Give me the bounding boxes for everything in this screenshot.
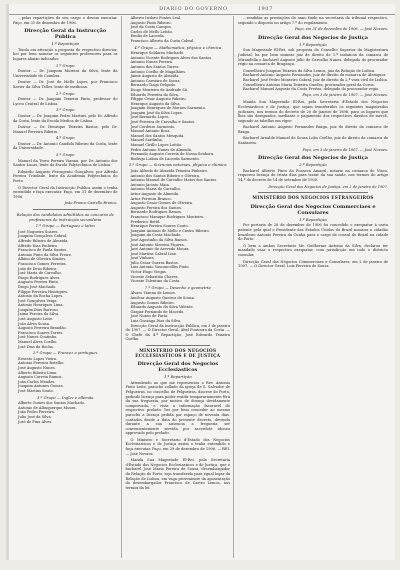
list-item: João Carlos Mendes. — [18, 379, 56, 384]
section-subheading: 2.ª Repartição — [299, 162, 327, 168]
list-item: Alfredo Ribeiro de Almeida. — [18, 238, 69, 243]
name-list — [126, 16, 231, 44]
section-subheading: 1.ª Repartição — [299, 41, 327, 47]
list-item: José Nunes Coutinho. — [18, 335, 58, 340]
list-item: José da Costa Campos. — [130, 25, 173, 30]
signature: Paço, em 3 de janeiro de 1907. — José Novaes. — [302, 147, 388, 152]
list-item: Antonio Henriques Lima. — [18, 303, 64, 308]
list-item: Filippe Cesar Augusto Ribeiro. — [130, 97, 187, 102]
list-item: Vicente Sebastião Chaves. — [130, 274, 179, 279]
column-1 — [13, 16, 122, 558]
list-item: Alberto Gomes dos Santos Machado. — [18, 401, 85, 406]
list-item: José Cordeiro Sarmento. — [130, 124, 176, 129]
list-item: José Gonçalves Veiga. — [18, 298, 58, 303]
list-item: Bacharel José Pedro Monteiro Cabral, juiz de direito da 2.ª vara civil de Lisboa. — [243, 77, 388, 82]
group-title: 5.º Grupo — [55, 152, 75, 158]
paragraph: …rendidas as prestações do anno findo na secretaria do tribunal respectivo, segundo o disposto no artigo 7.º do regulamento. — [238, 16, 388, 25]
name-list — [126, 291, 231, 323]
list-item: Henrique Augusto da Silva. — [130, 101, 181, 106]
list-item: João Alves Sousa. — [18, 321, 51, 326]
header-right: 1907 — [257, 6, 273, 12]
list-item: José Augusto Nunes. — [18, 366, 56, 370]
section-heading: Direcção Geral dos Negocios de Justiça — [258, 155, 368, 162]
section-subheading: 1.ª Repartição — [299, 216, 327, 222]
list-item: Artur Augusto de Almeida. — [130, 191, 180, 196]
list-item: Diogo Monteiro de Andrade Sá. — [130, 87, 189, 92]
list-subheading: 5.º Grupo — Sciencias naturaes, physica e chimica — [128, 162, 227, 168]
list-item: Antonio dos Santos Torres. — [130, 64, 180, 69]
list-item: Henrique Soldarea Machado. — [130, 51, 185, 56]
list-subheading: 7.º Grupo — Desenho e geometria — [144, 284, 211, 290]
list-heading: Relação dos candidatos admittidos ao concurso de professores de instrucção secundaria — [16, 212, 114, 222]
group-entry: Doutor — Dr. Henrique Teixeira Bastos, pelo Dr. Manuel Ferreira Ribeiro. — [13, 125, 118, 134]
list-item: Antonio da Rocha Lopes. — [18, 294, 64, 299]
header-center: DIARIO DO GOVERNO — [159, 6, 228, 12]
list-item: João Alfredo de Almeida Teixeira Pinheiro. — [130, 169, 208, 173]
list-item: Augusto Correia Ramos. — [18, 375, 63, 380]
paragraph: Manda Sua Magestade El-Rei, pela Secretaria d'Estado dos Negocios Ecclesiasticos e de Justiça, que sejam transferidos os seguintes magistrados judiciaes, nos termos do decreto de 20 de janeiro de 1898, para os logares que lhes são designados, mediante o pagamento dos respectivos direitos de mercê, segundo as tabellas em vigor: — [238, 100, 388, 123]
name-list — [13, 230, 118, 349]
list-item: Antonio Jacinto Maia. — [130, 182, 170, 187]
list-item: Bernardo Tiago Delgado. — [130, 83, 177, 88]
list-item: Pedro Antonio Nunes de Almeida. — [130, 147, 192, 152]
list-item: Antonio Maria de Carvalho. — [130, 187, 181, 192]
list-item: Diogo José Machado. — [18, 284, 57, 289]
column-2 — [126, 16, 235, 558]
list-item: Julio José da Silva. — [18, 414, 52, 419]
list-item: Vicente Tolentino da Costa. — [130, 279, 181, 284]
list-item: Antonio de Albuquerque Moura. — [18, 405, 77, 410]
paragraph: O Ministro e Secretario d'Estado dos Negocios Ecclesiasticos e de Justiça assim o tenha entendido e faça executar. Paço, em 29 de dezembro de 1906. — REI. — José Novaes. — [125, 437, 231, 456]
paragraph: Manda Sua Magestade El-Rei, pela Secretaria d'Estado dos Negocios Ecclesiasticos e de Justiça, que o bacharel José Maria Pereira de Sousa, desembargador da Relação do Porto, seja transferido para egual logar da Relação de Lisboa, em vaga proveniente da aposentação do desembargador Francisco de Castro Lemos, nos termos da lei. — [125, 458, 231, 490]
list-item: Luiz Antonio Vasconcellos Pinto. — [130, 265, 190, 270]
list-item: João de Deus Ribeiro. — [18, 266, 58, 271]
signature: Direcção Geral dos Negocios de Justiça, em 2 de janeiro de 1907. — [268, 184, 388, 189]
list-item: Artur Ferreira Branco. — [130, 196, 172, 201]
section-subheading: 1.ª Repartição — [163, 374, 192, 380]
list-item: Manuel Antonio Rosa. — [130, 129, 171, 134]
list-item: Antonio Vicente Rodrigues Alves dos Santos. — [130, 55, 213, 60]
section-heading: Direcção Geral da Instrucção Publica — [24, 28, 107, 41]
list-item: Conselheiro Joaquim Teixeira da Silva Lemos, juiz da Relação de Lisboa. — [243, 68, 376, 73]
list-subheading: 1.º Grupo — Portuguez e latim — [35, 223, 95, 229]
list-item: Antonio Manuel de Carvalho Matos dos Santos. — [130, 178, 218, 183]
list-item: Jaime Augusto de Almeida. — [130, 74, 180, 79]
list-item: Alberto Ribeiro Lima. — [18, 370, 58, 375]
signature: João Franco Castello Branco. — [64, 201, 118, 206]
list-item: Bacharel Antonio Augusto Fernandes, juiz de direito da comarca de Alemquer. — [243, 73, 387, 78]
paragraph: Attendendo ao que me representou o Rev. Antonio Pinto Leite, parocho collado da igreja de S. Salvador de Felgueiras, no concelho de Felgueiras, diocese do Porto, pedindo licença para poder residir temporariamente fóra da sua freguezia, por motivo de doença devidamente comprovada, e vista a informação favoravel do respectivo prelado: hei por bem conceder ao mesmo parocho a licença pedida por espaço de noventa dias, contados desde a data do presente decreto, devendo durante a sua ausencia a freguezia ser convenientemente servida por sacerdote idoneo approvado pelo prelado. — [125, 380, 231, 436]
list-item: Manuel Alves Coelho. — [18, 340, 58, 345]
list-item: José Ferreira de Carvalho e Santos. — [130, 120, 196, 125]
list-item: Joaquim Gonçalves Cabral. — [18, 234, 68, 239]
name-list — [238, 69, 388, 92]
paragraph: Bacharel Alberto Pinto da Fonseca Amaral, notario na comarca de Vizeu, requereu licença de trinta dias para tratar da sua saude, nos termos do artigo 14.º do decreto de 14 de setembro de 1900. — [238, 168, 388, 183]
paragraph: Sua Magestade El-Rei, sob proposta do Conselho Superior da Magistratura Judicial, ha por bem nomear juiz de direito de 1.ª instancia da comarca de Mirandella o bacharel Augusto Julio de Carvalho Nunes, delegado do procurador regio na comarca de Bragança. — [238, 48, 388, 67]
newspaper-page — [9, 4, 395, 560]
paragraph: O Director Geral da Instrucção Publica assim o tenha entendido e faça executar. Paço, em 31 de dezembro de 1906. — [13, 185, 118, 199]
group-entry: Doutor — Dr. Joaquim Teixeira Pinto, professor do Lyceu Central de Lisboa. — [13, 97, 118, 106]
list-item: Filippe Ferreira Henriques. — [18, 289, 69, 294]
list-item: Eduardo Ferreira da Silva. — [130, 92, 180, 97]
list-item: Francisco Gomes Ferreira. — [18, 261, 67, 266]
section-heading: Direcção Geral dos Negocios de Justiça — [258, 34, 368, 41]
list-item: Antonio Nunes Pereira. — [130, 60, 174, 65]
group-title: 2.º Grupo — [55, 90, 75, 96]
list-item: Albino de Oliveira Simões. — [18, 257, 67, 262]
list-subheading: 3.º Grupo — Inglez e allemão — [37, 394, 94, 400]
list-item: Ernesto Lopes Vieira. — [18, 356, 58, 361]
list-subheading: 4.º Grupo — Mathematica, physica e chimica — [134, 44, 222, 50]
paragraph: O bem a ambos Secretario Mr. Guilherme Antonio da Silva, declarou ter mandado usar o respectivo exequatur, com jurisdicção em todo o districto consular. — [238, 243, 388, 257]
list-item: Emilio de Lacerda. — [130, 34, 165, 39]
list-item: Eduardo Augusto da Silva Valente. — [130, 305, 194, 310]
group-title: 4.º Grupo — [55, 135, 75, 141]
list-item: Manuel Cirillo Lopes Leitão. — [130, 143, 183, 148]
name-list — [13, 401, 118, 424]
divider — [146, 345, 211, 346]
list-item: Rodrigo Lisboa de Lacerda Sarmento. — [130, 156, 200, 161]
name-list — [126, 51, 231, 161]
list-item: Fernando Augusto Correia de Nossa Senhora. — [130, 152, 215, 157]
group-entry: Doutor — Dr. Joaquim Moreira da Silva, lente da Universidade de Coimbra. — [13, 69, 118, 78]
list-item: José Dias da Rocha. — [18, 344, 54, 349]
list-item: José Antonio Moreira Piçarra. — [130, 242, 185, 247]
section-heading: Direcção Geral dos Negocios Commerciaes e Consulares — [250, 203, 376, 216]
divider — [258, 192, 368, 193]
list-item: Bernardo Rodrigues Ramos. — [130, 210, 183, 215]
list-item: José Martins Cabral Lino. — [130, 251, 178, 256]
paragraph: Direcção Geral da Instrucção Publica, em 3 de janeiro de 1907. — O Director Geral, Abel Fontoura da Costa. — O Chefe da 4.ª Repartição, José Edwardo Teixeira Coelho. — [125, 323, 231, 342]
list-item: José Antonio de Azevedo Moura. — [130, 247, 190, 252]
intro-paragraph: …pelas repartições do seu cargo o devem executar. Paço, em 31 de dezembro de 1906. — [13, 16, 118, 25]
signature: Paço, em 31 de dezembro de 1906. — José Novaes. — [294, 27, 388, 32]
list-item: Joaquim Antunes Gomes. — [18, 384, 64, 389]
paragraph: Bacharel Arnaldo Manuel de Sousa Lobo Coelho, juiz de direito da comarca de Santarem. — [238, 136, 388, 146]
list-item: Luiz Gonzaga Dias da Silva. — [130, 319, 182, 323]
list-item: Bacharel Manuel Augusto da Costa Freitas, delegado do procurador regio. — [243, 87, 380, 92]
list-item: José de Pina Alves. — [18, 419, 53, 424]
list-item: Manoel Sardinha. — [130, 138, 163, 143]
list-item: Augusto Pereira dos Santos. — [130, 205, 182, 210]
list-item: José Nogueira Soares. — [18, 229, 59, 234]
list-item: José Nunes de Faria. — [130, 314, 169, 319]
section-subheading: 1.ª Repartição — [51, 41, 80, 47]
list-item: Augusto Ferreira Brandão. — [18, 326, 67, 331]
name-list — [126, 169, 231, 284]
list-item: José Augusto Leite. — [18, 317, 54, 322]
list-item: Antonio Ferreira Botelho. — [18, 361, 65, 366]
list-item: Francisco Alberto da Costa Cabral. — [130, 38, 195, 43]
list-item: Carlos de Mello Leitão. — [130, 29, 173, 34]
list-item: José Bernardo Lopes. — [130, 115, 170, 120]
list-item: Manuel dos Santos Mesquita. — [130, 133, 185, 138]
list-item: José Vinhaes. — [130, 256, 155, 261]
divider — [33, 209, 98, 210]
ministry-heading: MINISTERIO DOS NEGOCIOS ECCLESIASTICOS E DE JUSTIÇA — [135, 347, 221, 358]
paragraph: Por portaria de 28 de dezembro de 1906 foi concedido o exequatur á carta patente pela qual o Presidente dos Estados Unidos do Brazil nomeou o cidadão brazileiro Antonio Pereira da Cunha para o cargo de consul do Brazil na cidade do Porto. — [238, 223, 388, 242]
list-item: Antonio Pinto da Silva Freire. — [18, 252, 73, 257]
list-item: José Agostinho da Silva Ramos. — [130, 237, 188, 242]
name-list — [13, 357, 118, 394]
paragraph: Tendo em attenção a proposta do respectivo director, hei por bem nomear os seguintes professores para os logares abaixo indicados: — [13, 47, 118, 61]
list-item: Amilcar Augusto Queiroz de Sousa. — [130, 296, 196, 301]
list-item: Alberto Isidoro Fontes Leal. — [130, 16, 182, 20]
list-item: Conselheiro Antonio Maria Teixeira Guedes, procurador geral da Coroa. — [243, 82, 375, 87]
list-item: Francisco Soares Torres. — [18, 330, 64, 335]
list-item: Diogo Rodrigues Alves. — [18, 275, 61, 280]
paragraph: Direcção Geral dos Negocios Commerciaes e Consulares, em 2 de janeiro de 1907. — O Director Geral, Luiz Ferreira de Sousa. — [238, 259, 388, 269]
list-item: Joaquim da Costa Machado. — [130, 233, 182, 238]
list-item: Alfredo Dias Pinheiro. — [18, 243, 59, 248]
group-entry: Eduardo Augusto Ferrugento Gonçalves, por Alfredo Pereira Trindade, lente da Academia Polytechnica do Porto. — [13, 169, 118, 184]
list-item: Augusto Pereira Pinto. — [18, 280, 60, 285]
list-item: Antonio Carneiro de Sousa. — [130, 78, 181, 83]
list-item: Augusto Gomes Ribeiro. — [130, 300, 175, 305]
list-item: Jaime Pereira da Silva. — [18, 312, 60, 317]
list-item: Gaspar Fernando de Macedo. — [130, 309, 185, 314]
list-item: Augusto Cesar Gomes de Oliveira. — [130, 201, 194, 206]
list-item: Joaquim Dias Barroso. — [18, 307, 59, 312]
list-item: Francisco Manique Rodrigues Monteiro. — [130, 214, 205, 219]
list-item: Joaquim Antonio de Mello e Castro Ribeiro. — [130, 228, 210, 233]
list-item: Victor Hugo Viegas. — [130, 270, 167, 275]
page-header — [9, 4, 395, 15]
group-entry: Doutor — Dr. José de Mello Lopes, por Francisco Xavier da Silva Telles, lente de medicina. — [13, 80, 118, 89]
column-3 — [238, 16, 391, 558]
list-item: Francisco de Paula Santos. — [18, 248, 68, 253]
list-item: Joaquim Henriques de Moraes Sarmento. — [130, 106, 206, 111]
list-item: Antonio dos Santos Ribeiro e Oliveira. — [130, 173, 201, 178]
group-title: 3.º Grupo — [55, 107, 75, 113]
paragraph: Bacharel Antonio Augusto Fernandes Braga, juiz de direito da comarca de Braga. — [238, 125, 388, 134]
group-entry: Manuel da Terra Pereira Vianna, por Dr. Antonio dos Santos Lucas, lente da Escola Polytechnica de Lisboa. — [13, 158, 118, 168]
list-item: Augusto Pinto Ribeiro. — [130, 20, 172, 25]
columns — [13, 16, 391, 558]
section-heading: Direcção Geral dos Negocios Ecclesiasticos — [137, 361, 219, 374]
list-item: José Martins Souto. — [18, 388, 54, 393]
list-item: Julio Cesar Guerra Bastos. — [130, 260, 179, 265]
list-subheading: 2.º Grupo — Francez e portuguez — [32, 350, 98, 356]
list-item: Frederico Bettil. — [130, 219, 161, 224]
list-item: Joaquim José da Silva Lopes. — [130, 110, 183, 115]
signature: Paço, em 3 de janeiro de 1907. — José Novaes. — [302, 92, 388, 97]
group-entry: Doutor — Dr. Joaquim Pedro Martins, pelo Dr. Alfredo da Costa, lente da Escola Medica de Lisboa. — [13, 113, 118, 123]
group-title: 1.º Grupo — [55, 62, 75, 68]
group-entry: Doutor — Dr. Antonio Candido Ribeiro da Costa, lente da Universidade. — [13, 141, 118, 151]
list-item: Henrique Pereira Soares Couto. — [130, 224, 189, 229]
ministry-heading: MINISTERIO DOS NEGOCIOS ESTRANGEIROS — [252, 195, 374, 201]
list-item: Antonio Coelho de Magalhães. — [130, 69, 187, 74]
list-item: João Pedro Ferreira. — [18, 410, 55, 415]
group-sections — [13, 64, 118, 184]
list-item: Alvaro Vianna de Lemos. — [130, 291, 176, 296]
list-item: José Maria de Carvalho. — [18, 271, 62, 276]
